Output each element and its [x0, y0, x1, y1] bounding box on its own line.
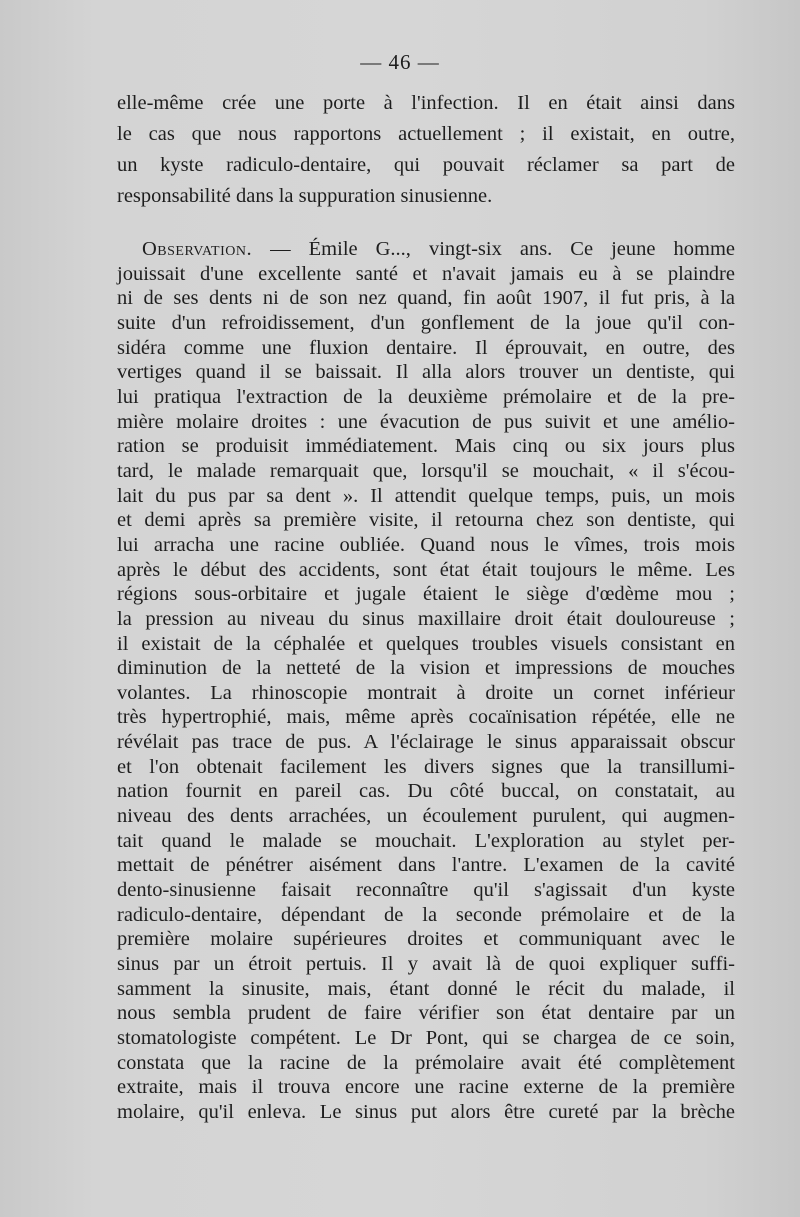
page-number: — 46 — — [360, 50, 440, 74]
text-line: diminution de la netteté de la vision et impressions de mouches — [117, 657, 735, 680]
text-line: vertiges quand il se baissait. Il alla alors trouver un dentiste, qui — [117, 361, 735, 384]
text-line: constata que la racine de la prémolaire avait été complètement — [117, 1051, 735, 1074]
observation-intro: — Émile G..., vingt-six ans. Ce jeune homme — [252, 238, 735, 260]
text-line: et l'on obtenait facilement les divers signes que la transillumi- — [117, 755, 735, 778]
text-line: samment la sinusite, mais, étant donné le récit du malade, il — [117, 977, 735, 1000]
text-line: niveau des dents arrachées, un écoulement purulent, qui augmen- — [117, 805, 735, 828]
text-line: lui arracha une racine oubliée. Quand nous le vîmes, trois mois — [117, 533, 735, 556]
text-line: mettait de pénétrer aisément dans l'antre. L'examen de la cavité — [117, 854, 735, 877]
text-line: ration se produisit immédiatement. Mais cinq ou six jours plus — [117, 435, 735, 458]
text-line: tard, le malade remarquait que, lorsqu'il se mouchait, « il s'écou- — [117, 459, 735, 482]
text-line: sinus par un étroit pertuis. Il y avait là de quoi expliquer suffi- — [117, 953, 735, 976]
observation-label: Observation. — [142, 238, 253, 260]
text-line: la pression au niveau du sinus maxillaire droit était douloureuse ; — [117, 607, 735, 630]
text-line — [117, 237, 735, 262]
text-line: extraite, mais il trouva encore une racine externe de la première — [117, 1076, 735, 1099]
text-line: après le début des accidents, sont état était toujours le même. Les — [117, 558, 735, 581]
text-line: jouissait d'une excellente santé et n'avait jamais eu à se plaindre — [117, 262, 735, 285]
text-line: première molaire supérieures droites et communiquant avec le — [117, 928, 735, 951]
text-line: et demi après sa première visite, il retourna chez son dentiste, qui — [117, 509, 735, 532]
text-line: sidéra comme une fluxion dentaire. Il éprouvait, en outre, des — [117, 336, 735, 359]
text-line: nous sembla prudent de faire vérifier son état dentaire par un — [117, 1002, 735, 1025]
text-line: un kyste radiculo-dentaire, qui pouvait réclamer sa part de — [117, 154, 735, 176]
text-line: lait du pus par sa dent ». Il attendit quelque temps, puis, un mois — [117, 484, 735, 507]
text-line: stomatologiste compétent. Le Dr Pont, qui se chargea de ce soin, — [117, 1027, 735, 1049]
text-line: volantes. La rhinoscopie montrait à droite un cornet inférieur — [117, 681, 735, 704]
text-line: molaire, qu'il enleva. Le sinus put alors être cureté par la brèche — [117, 1100, 735, 1123]
text-line: suite d'un refroidissement, d'un gonflement de la joue qu'il con- — [117, 311, 735, 334]
text-line: lui pratiqua l'extraction de la deuxième prémolaire et de la pre- — [117, 385, 735, 408]
text-line: très hypertrophié, mais, même après cocaïnisation répétée, elle ne — [117, 706, 735, 729]
text-line: responsabilité dans la suppuration sinusienne. — [117, 185, 493, 207]
paragraph-observation — [117, 237, 735, 1125]
text-line: elle-même crée une porte à l'infection. Il en était ainsi dans — [117, 92, 735, 114]
text-line: le cas que nous rapportons actuellement ; il existait, en outre, — [117, 123, 735, 145]
paragraph-intro — [117, 88, 735, 212]
text-line: nation fournit en pareil cas. Du côté buccal, on constatait, au — [117, 780, 735, 803]
text-line: mière molaire droites : une évacution de pus suivit et une amélio- — [117, 410, 735, 433]
text-line: tait quand le malade se mouchait. L'exploration au stylet per- — [117, 829, 735, 852]
text-line: il existait de la céphalée et quelques troubles visuels consistant en — [117, 632, 735, 655]
text-line: révélait pas trace de pus. A l'éclairage le sinus apparaissait obscur — [117, 731, 735, 754]
text-line: dento-sinusienne faisait reconnaître qu'il s'agissait d'un kyste — [117, 879, 735, 902]
text-line: radiculo-dentaire, dépendant de la seconde prémolaire et de la — [117, 903, 735, 926]
text-line: ni de ses dents ni de son nez quand, fin août 1907, il fut pris, à la — [117, 287, 735, 310]
text-line: régions sous-orbitaire et jugale étaient le siège d'œdème mou ; — [117, 583, 735, 606]
